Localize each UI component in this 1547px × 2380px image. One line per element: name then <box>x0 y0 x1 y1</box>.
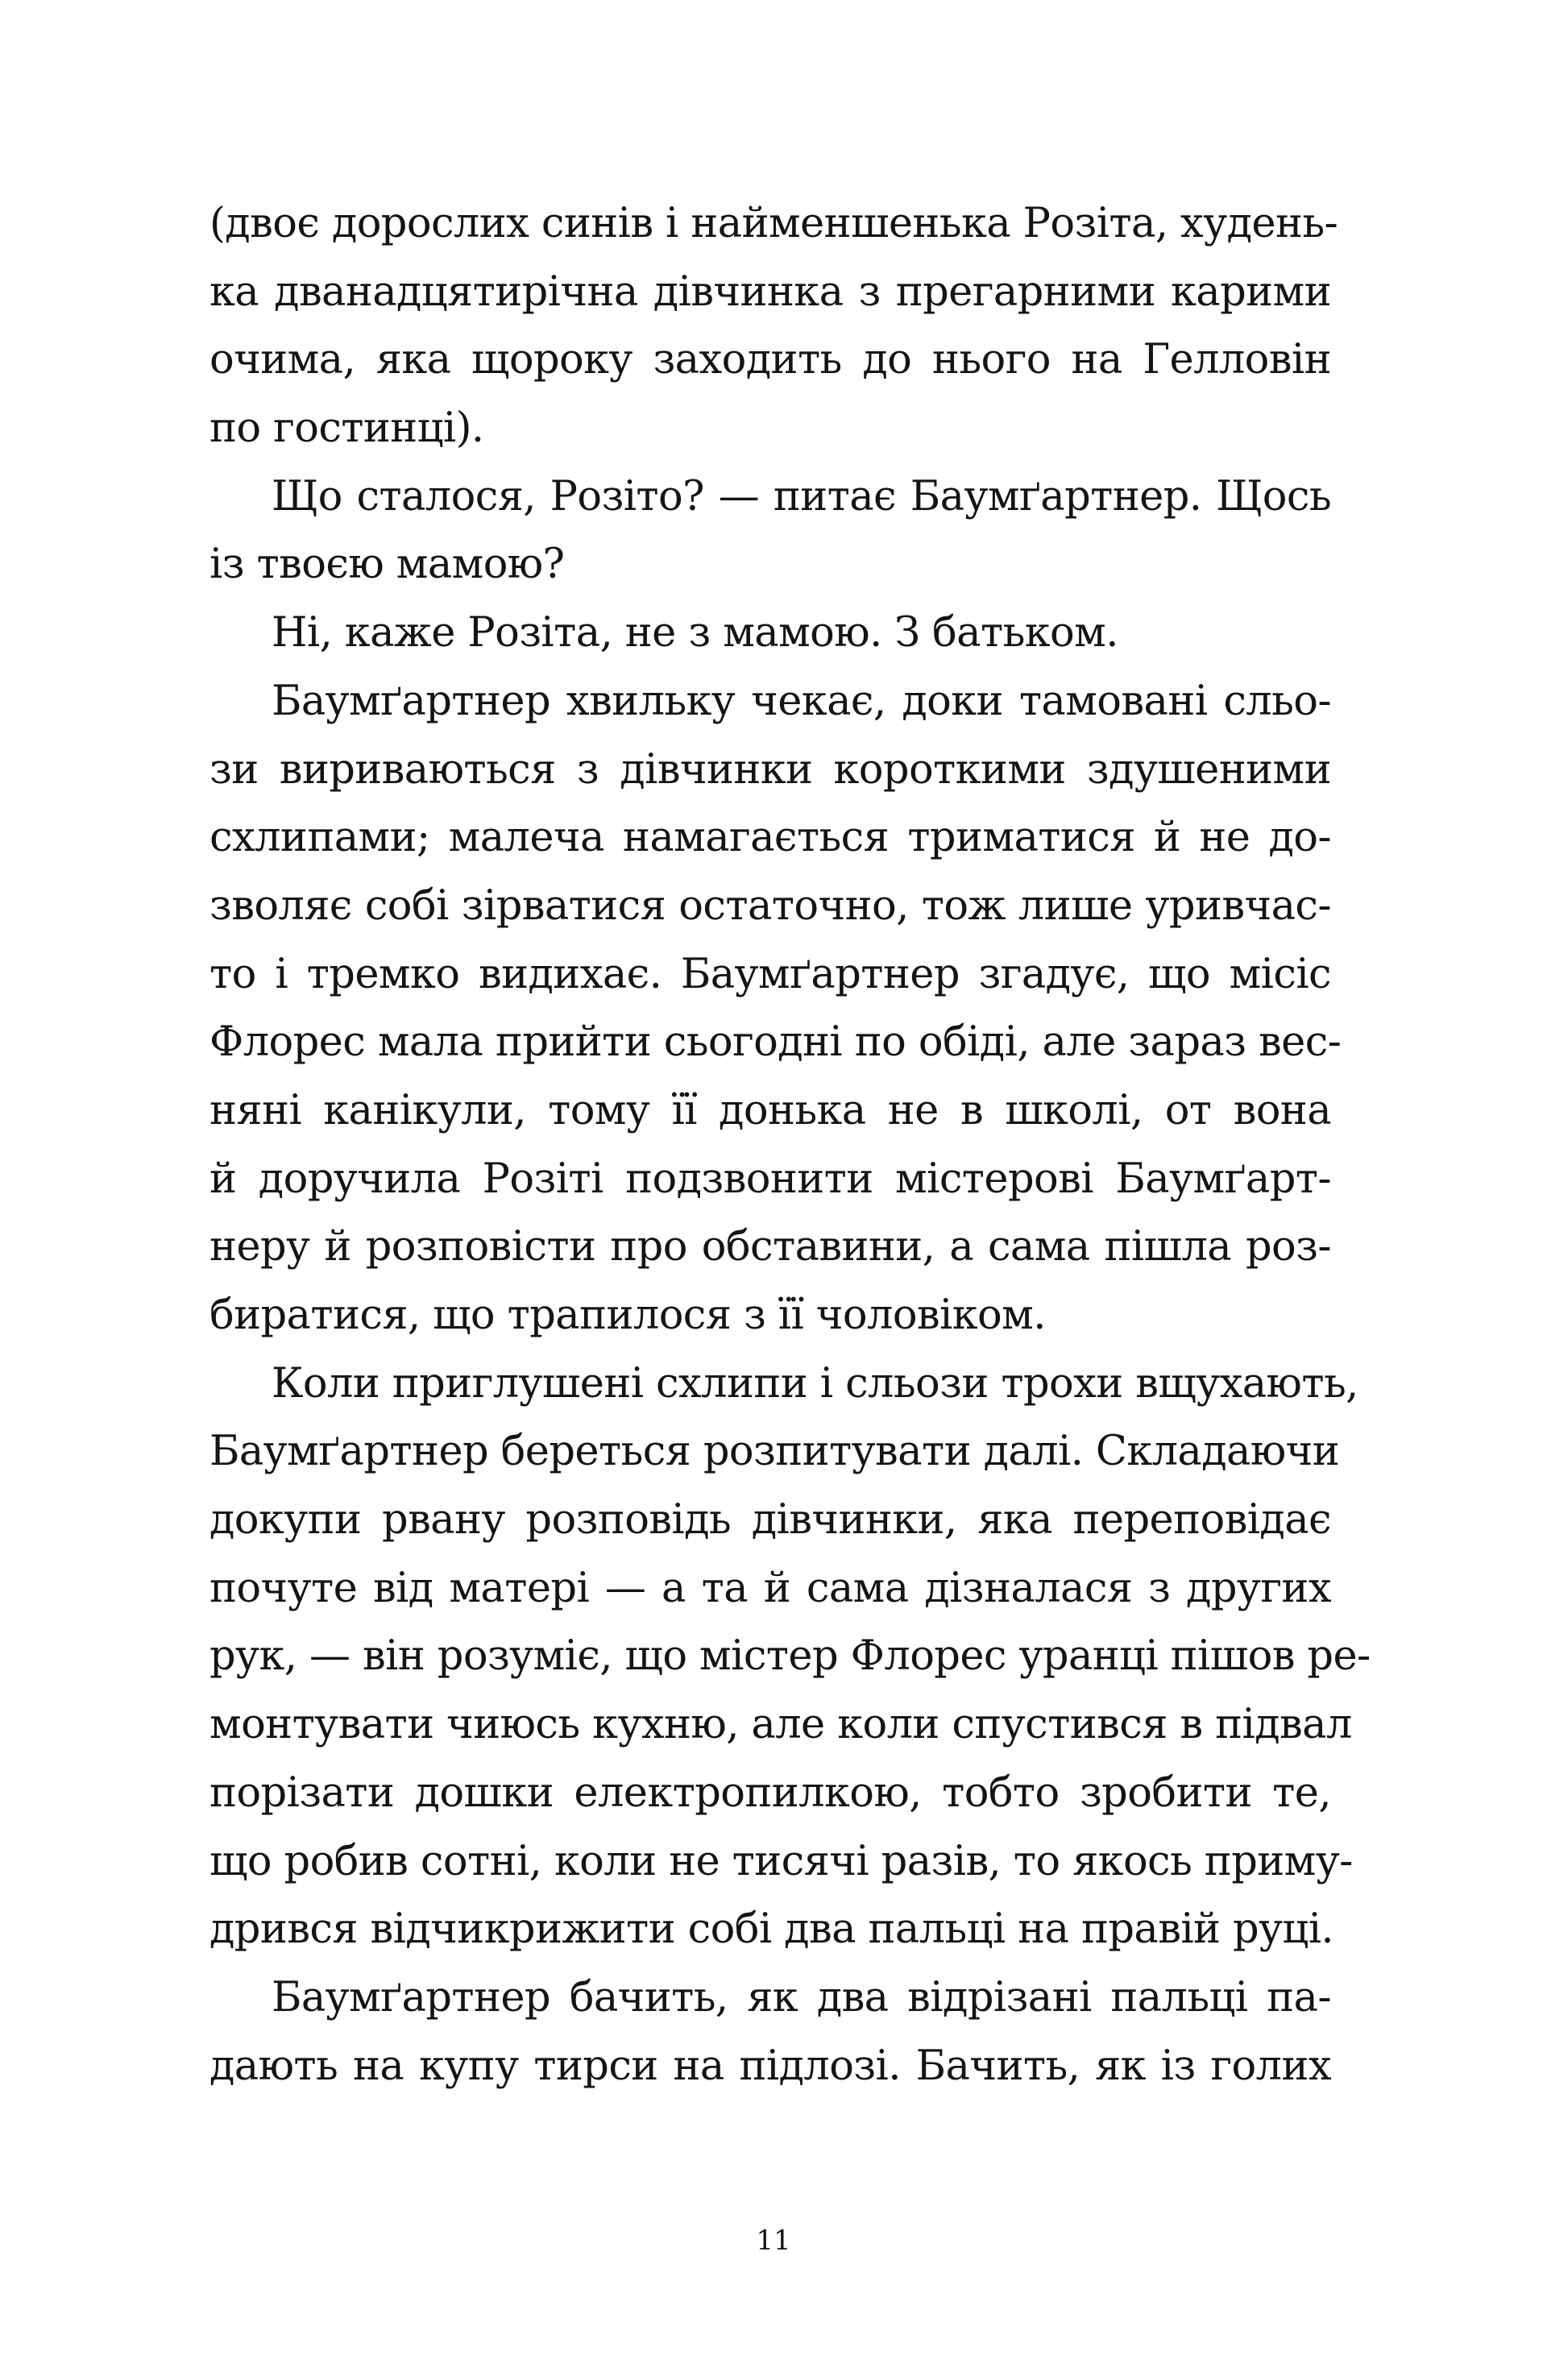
text-line: ка дванадцятирічна дівчинка з прегарними карими <box>209 267 1331 316</box>
text-line: (двоє дорослих синів і найменшенька Розіта, худень- <box>209 200 1338 247</box>
paragraph-first-line: Баумґартнер хвильку чекає, доки тамовані сльо- <box>272 677 1331 725</box>
page-number: 11 <box>756 2225 791 2257</box>
text-line: почуте від матері — а та й сама дізналася з других <box>209 1564 1331 1612</box>
text-line: по гостинці). <box>209 404 484 453</box>
text-line: неру й розповісти про обставини, а сама пішла роз- <box>209 1223 1331 1271</box>
body-text <box>209 190 1371 2100</box>
text-line: Флорес мала прийти сьогодні по обіді, але зараз вес- <box>209 1018 1342 1067</box>
paragraph-first-line: Коли приглушені схлипи і сльози трохи вщухають, <box>272 1359 1358 1408</box>
text-line: монтувати чиюсь кухню, але коли спустився в підвал <box>209 1701 1352 1749</box>
paragraph-first-line: Ні, каже Розіта, не з мамою. З батьком. <box>272 609 1118 657</box>
text-line: дрився відчикрижити собі два пальці на правій руці. <box>209 1905 1334 1954</box>
text-line: очима, яка щороку заходить до нього на Гелловін <box>209 336 1331 384</box>
text-line: й доручила Розіті подзвонити містерові Баумґарт- <box>209 1155 1331 1203</box>
text-line: дають на купу тирси на підлозі. Бачить, як із голих <box>209 2042 1331 2090</box>
text-line: порізати дошки електропилкою, тобто зробити те, <box>209 1768 1331 1817</box>
text-line: рук, — він розуміє, що містер Флорес уранці пішов ре- <box>209 1632 1371 1681</box>
text-line: докупи рвану розповідь дівчинки, яка переповідає <box>209 1496 1331 1545</box>
text-line: із твоєю мамою? <box>209 541 565 589</box>
text-line: биратися, що трапилося з її чоловіком. <box>209 1292 1046 1339</box>
text-line: зи вириваються з дівчинки короткими здушеними <box>209 745 1331 794</box>
text-line: то і тремко видихає. Баумґартнер згадує, що місіс <box>209 950 1331 998</box>
paragraph-first-line: Що сталося, Розіто? — питає Баумґартнер. Щось <box>272 472 1331 520</box>
text-line: що робив сотні, коли не тисячі разів, то якось приму- <box>209 1837 1353 1885</box>
paragraph-first-line: Баумґартнер бачить, як два відрізані пальці па- <box>272 1973 1331 2021</box>
text-line: Баумґартнер береться розпитувати далі. Складаючи <box>209 1428 1340 1476</box>
text-line: няні канікули, тому її донька не в школі, от вона <box>209 1086 1331 1134</box>
text-line: схлипами; малеча намагається триматися й не до- <box>209 814 1331 862</box>
text-line: зволяє собі зірватися остаточно, тож лише уривчас- <box>209 881 1331 930</box>
